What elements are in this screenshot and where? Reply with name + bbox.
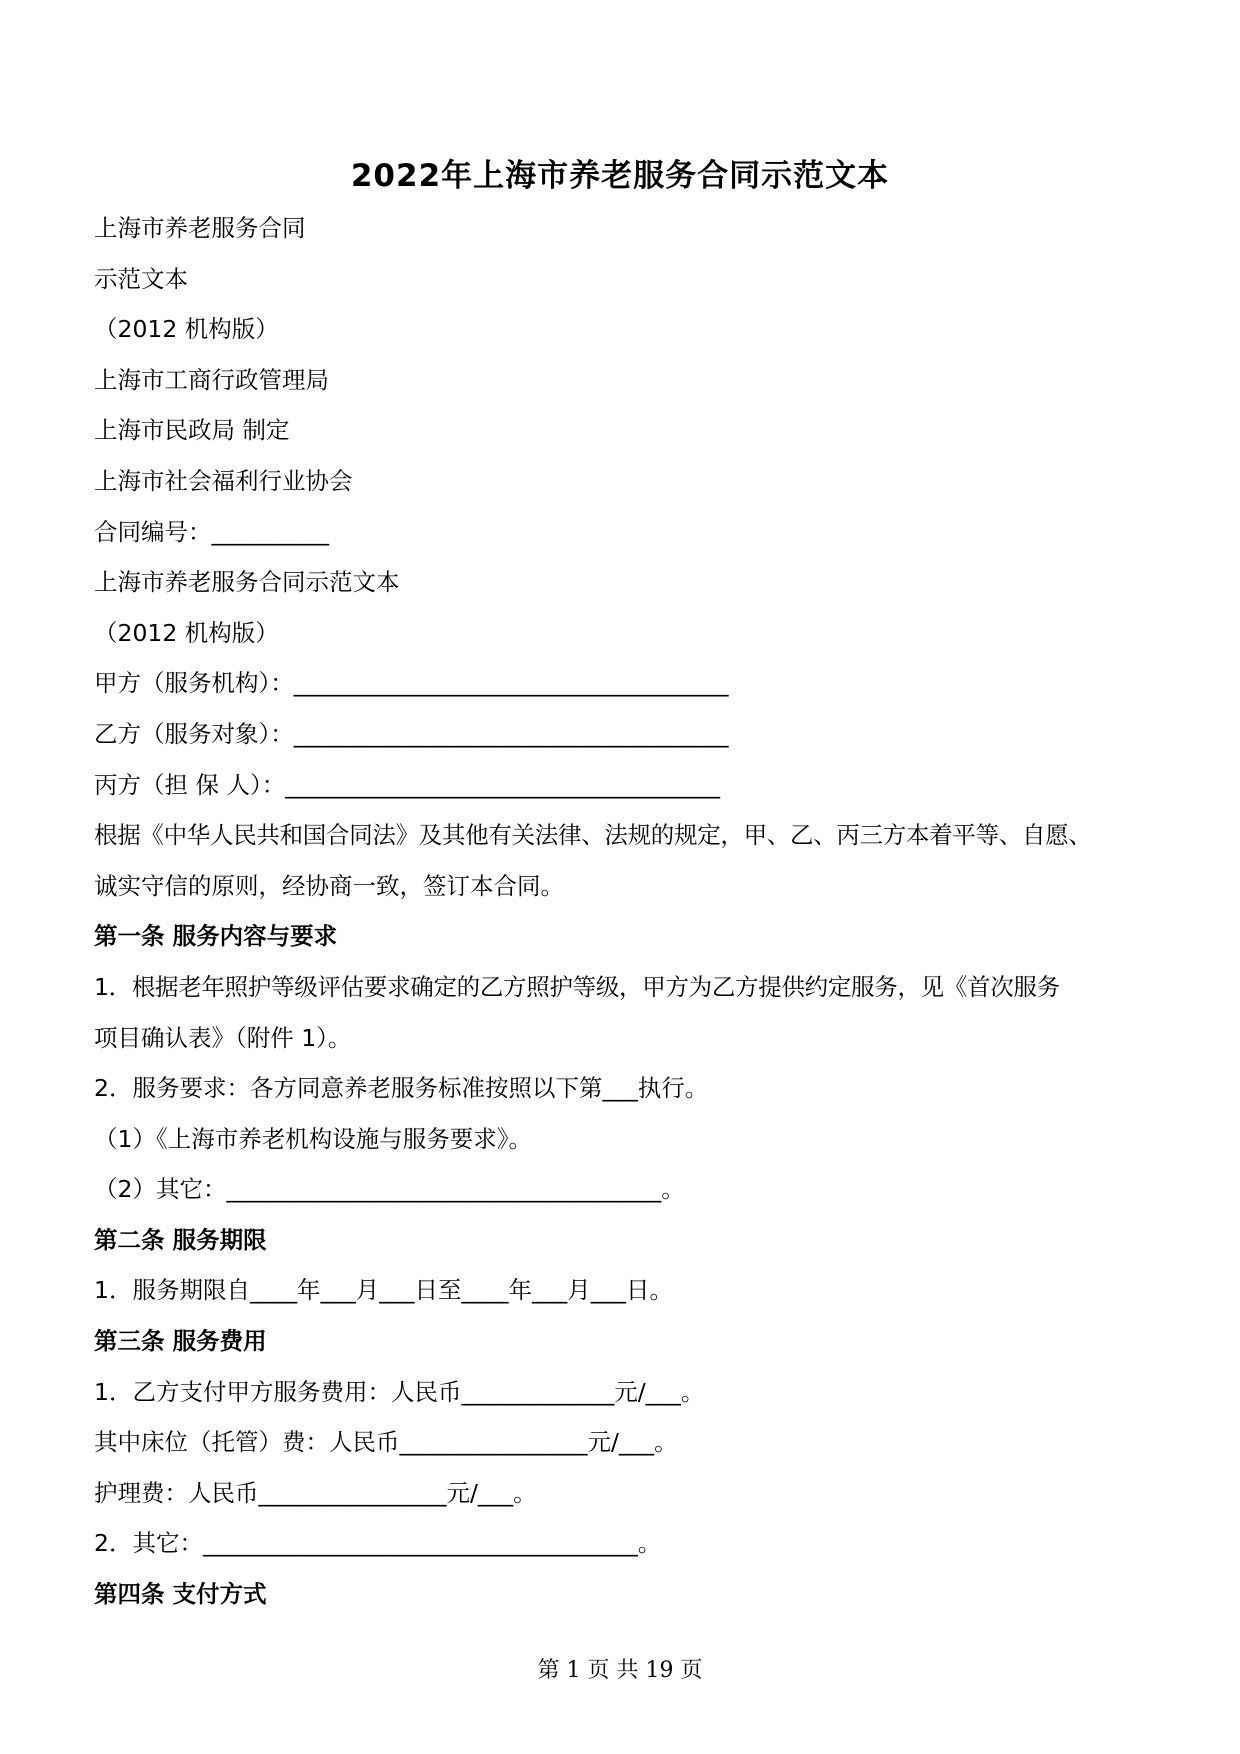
article-heading: 第二条 服务期限 [94, 1225, 267, 1254]
party-c-line: 丙方（担 保 人）：_____________________________________ [94, 770, 720, 799]
document-title: 2022年上海市养老服务合同示范文本 [350, 158, 890, 194]
clause-line: （1）《上海市养老机构设施与服务要求》。 [94, 1124, 532, 1153]
clause-line: （2）其它：_____________________________________。 [94, 1175, 685, 1204]
preamble-line: 根据《中华人民共和国合同法》及其他有关法律、法规的规定，甲、乙、丙三方本着平等、自愿、 [94, 821, 1092, 850]
contract-number-line: 合同编号：__________ [94, 517, 329, 546]
preamble-line: 诚实守信的原则，经协商一致，签订本合同。 [94, 871, 564, 900]
party-b-line: 乙方（服务对象）：_____________________________________ [94, 719, 729, 748]
page-footer: 第 1 页 共 19 页 [537, 1658, 703, 1683]
document-body [94, 203, 1154, 1620]
text-line: 上海市养老服务合同 [94, 214, 306, 242]
article-heading: 第三条 服务费用 [94, 1327, 267, 1356]
clause-line: 1．根据老年照护等级评估要求确定的乙方照护等级，甲方为乙方提供约定服务，见《首次服务 [94, 972, 1060, 1001]
article-heading: 第四条 支付方式 [94, 1580, 267, 1609]
clause-line: 2．服务要求：各方同意养老服务标准按照以下第___执行。 [94, 1074, 709, 1103]
clause-line: 2．其它：_____________________________________。 [94, 1529, 662, 1558]
clause-line: 1．服务期限自____年___月___日至____年___月___日。 [94, 1276, 673, 1305]
clause-line: 其中床位（托管）费：人民币________________元/___。 [94, 1428, 678, 1457]
text-line: 上海市工商行政管理局 [94, 365, 329, 394]
party-a-line: 甲方（服务机构）：_____________________________________ [94, 669, 729, 698]
text-line: 示范文本 [94, 264, 188, 293]
text-line: 上海市社会福利行业协会 [94, 466, 353, 495]
clause-line: 护理费：人民币________________元/___。 [94, 1478, 537, 1507]
text-line: 上海市民政局 制定 [94, 416, 290, 445]
clause-line: 项目确认表》（附件 1）。 [94, 1023, 352, 1052]
article-heading: 第一条 服务内容与要求 [94, 922, 338, 951]
text-line: （2012 机构版） [94, 315, 279, 344]
text-line: 上海市养老服务合同示范文本 [94, 568, 400, 597]
text-line: （2012 机构版） [94, 618, 279, 647]
clause-line: 1．乙方支付甲方服务费用：人民币_____________元/___。 [94, 1377, 705, 1406]
